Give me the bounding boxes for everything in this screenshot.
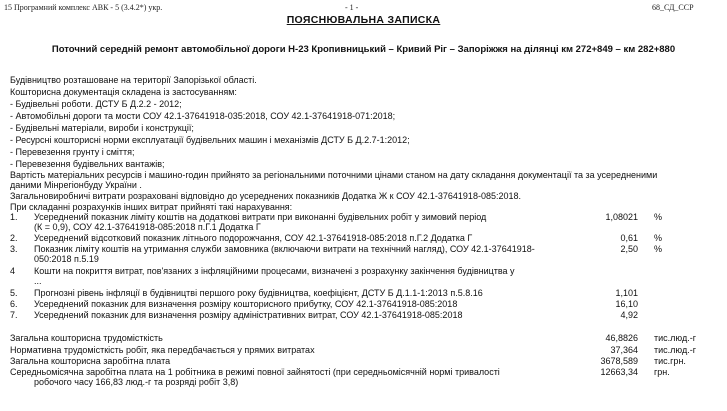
standard-item: - Автомобільні дороги та мости СОУ 42.1-37641918-035:2018, СОУ 42.1-37641918-071:2018; [10,111,396,121]
total-label: Середньомісячна заробітна плата на 1 робітника в режимі повної зайнятості (при середньомісячній нормі тривалості [10,367,500,377]
item-number: 5. [10,288,18,298]
item-value: 1,101 [615,288,638,298]
item-unit: % [654,244,663,254]
item-text: ... [34,276,42,286]
document-code: 68_СД_ССР [652,3,694,12]
standard-item: - Перевезення грунту і сміття; [10,147,135,157]
program-header: 15 Програмний комплекс АВК - 5 (3.4.2*) укр. [4,3,163,12]
standard-item: - Перевезення будівельних вантажів; [10,159,165,169]
item-number: 2. [10,233,18,243]
standard-item: - Будівельні матеріали, вироби і конструкції; [10,123,194,133]
item-number: 4 [10,266,16,276]
item-text: Усереднений показник для визначення розміру адміністративних витрат, СОУ 42.1-37641918-085:2018 [34,310,463,320]
total-value: 3678,589 [600,356,638,366]
item-value: 1,08021 [605,212,638,222]
item-number: 3. [10,244,18,254]
item-value: 0,61 [620,233,638,243]
item-text: Усереднений показник ліміту коштів на додаткові витрати при виконанні будівельних робіт у зимовий період [34,212,487,222]
total-label: Нормативна трудомісткість робіт, яка передбачається у прямих витратах [10,345,315,355]
item-text: Усереднений відсотковий показник літнього подорожчання, СОУ 42.1-37641918-085:2018 п.Г.2 Додатка Г [34,233,473,243]
total-unit: тис.люд.-г [654,345,696,355]
item-text: Прогнозні рівень інфляції в будівництві першого року будівництва, коефіцієнт, ДСТУ Б Д.1.1-1:2013 п.5.8.16 [34,288,483,298]
page-number: - 1 - [345,3,359,12]
location-text: Будівництво розташоване на території Запорізької області. [10,75,257,85]
item-number: 6. [10,299,18,309]
item-value: 4,92 [620,310,638,320]
item-text: Усереднений показник для визначення розміру кошторисного прибутку, СОУ 42.1-37641918-085:2018 [34,299,458,309]
cost-text-line2: даними Мінрегіонбуду України . [10,180,142,190]
page-title: ПОЯСНЮВАЛЬНА ЗАПИСКА [286,14,441,26]
standard-item: - Ресурсні кошторисні норми експлуатації будівельних машин і механізмів ДСТУ Б Д.2.7-1:2012; [10,135,410,145]
item-value: 16,10 [615,299,638,309]
item-number: 1. [10,212,18,222]
document-subtitle: Поточний середній ремонт автомобільної дороги Н-23 Кропивницький – Кривий Ріг – Запоріжжя на ділянці км 272+849 – км 282+880 [51,44,676,55]
item-text: (К = 0,9), СОУ 42.1-37641918-085:2018 п.Г.1 Додатка Г [34,222,261,232]
total-unit: тис.люд.-г [654,333,696,343]
item-value: 2,50 [620,244,638,254]
total-label: Загальна кошторисна заробітна плата [10,356,171,366]
cost-text-line1: Вартість матеріальних ресурсів і машино-годин прийнято за регіональними поточними цінами станом на дату складання документації та за усередненими [10,170,658,180]
total-label-continuation: робочого часу 166,83 люд.-г та розряді робіт 3,8) [34,377,239,387]
other-costs-text: При складанні розрахунків інших витрат прийняті такі нарахування: [10,202,293,212]
item-text: Кошти на покриття витрат, пов'язаних з інфляційними процесами, визначені з розрахунку закінчення будівництва у [34,266,515,276]
docs-text: Кошторисна документація складена із застосуванням: [10,87,237,97]
overhead-text: Загальновиробничі витрати розраховані відповідно до усереднених показників Додатка Ж к СОУ 42.1-37641918-085:2018. [10,191,521,201]
total-unit: грн. [654,367,670,377]
item-text: 050:2018 п.5.19 [34,254,99,264]
item-number: 7. [10,310,18,320]
item-unit: % [654,233,663,243]
item-unit: % [654,212,663,222]
total-unit: тис.грн. [654,356,686,366]
item-text: Показник ліміту коштів на утримання служби замовника (включаючи витрати на технічний нагляд), СОУ 42.1-37641918- [34,244,535,254]
total-value: 37,364 [610,345,638,355]
standard-item: - Будівельні роботи. ДСТУ Б Д.2.2 - 2012; [10,99,182,109]
total-value: 46,8826 [605,333,638,343]
total-label: Загальна кошторисна трудомісткість [10,333,163,343]
total-value: 12663,34 [600,367,638,377]
